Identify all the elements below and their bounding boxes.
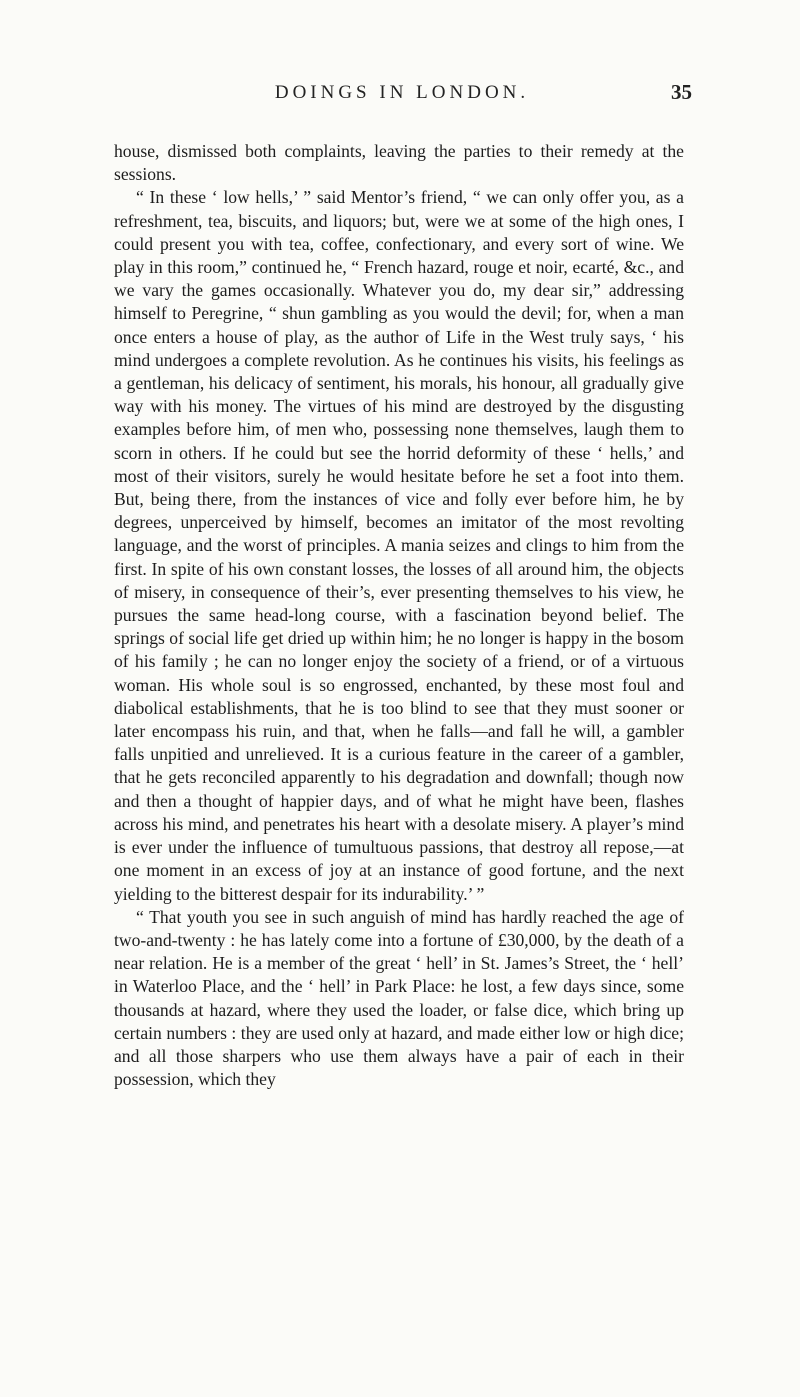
running-head: [112, 82, 692, 108]
paragraph-youth-anguish: “ That youth you see in such anguish of mind has hardly reached the age of two-and-twenty : he has lately come into a fortune of £30,000, by the death of a near relation. He is a member of the great ‘ hell’ in St. James’s Street, the ‘ hell’ in Waterloo Place, and the ‘ hell’ in Park Place: he lost, a few days since, some thousands at hazard, where they used the loader, or false dice, which bring up certain numbers : they are used only at hazard, and made either low or high dice; and all those sharpers who use them always have a pair of each in their possession, which they: [114, 906, 684, 1090]
paragraph-continued: house, dismissed both complaints, leaving the parties to their remedy at the sessions.: [114, 141, 684, 185]
running-title: DOINGS IN LONDON.: [274, 82, 530, 103]
page-number: 35: [671, 80, 692, 104]
paragraph-mentors-friend-speech: “ In these ‘ low hells,’ ” said Mentor’s friend, “ we can only offer you, as a refreshment, tea, biscuits, and liquors; but, were we at some of the high ones, I could present you with tea, coffee, confectionary, and every sort of wine. We play in this room,” continued he, “ French hazard, rouge et noir, ecarté, &c., and we vary the games occasionally. Whatever you do, my dear sir,” addressing himself to Peregrine, “ shun gambling as you would the devil; for, when a man once enters a house of play, as the author of Life in the West truly says, ‘ his mind undergoes a complete revolution. As he continues his visits, his feelings as a gentleman, his delicacy of sentiment, his morals, his honour, all gradually give way with his money. The virtues of his mind are destroyed by the disgusting examples before him, of men who, possessing none themselves, laugh them to scorn in others. If he could but see the horrid deformity of these ‘ hells,’ and most of their visitors, surely he would hesitate before he set a foot into them. But, being there, from the instances of vice and folly ever before him, he by degrees, unperceived by himself, becomes an imitator of the most revolting language, and the worst of principles. A mania seizes and clings to him from the first. In spite of his own constant losses, the losses of all around him, the objects of misery, in consequence of their’s, ever presenting themselves to his view, he pursues the same head-long course, with a fascination beyond belief. The springs of social life get dried up within him; he no longer is happy in the bosom of his family ; he can no longer enjoy the society of a friend, or of a virtuous woman. His whole soul is so engrossed, enchanted, by these most foul and diabolical establishments, that he is too blind to see that they must sooner or later encompass his ruin, and that, when he falls—and fall he will, a gambler falls unpitied and unrelieved. It is a curious feature in the career of a gambler, that he gets reconciled apparently to his degradation and downfall; though now and then a thought of happier days, and of what he might have been, flashes across his mind, and penetrates his heart with a desolate misery. A player’s mind is ever under the influence of tumultuous passions, that destroy all repose,—at one moment in an excess of joy at an instance of good fortune, and the next yielding to the bitterest despair for its indurability.’ ”: [114, 187, 684, 904]
body-text: [114, 140, 684, 1091]
